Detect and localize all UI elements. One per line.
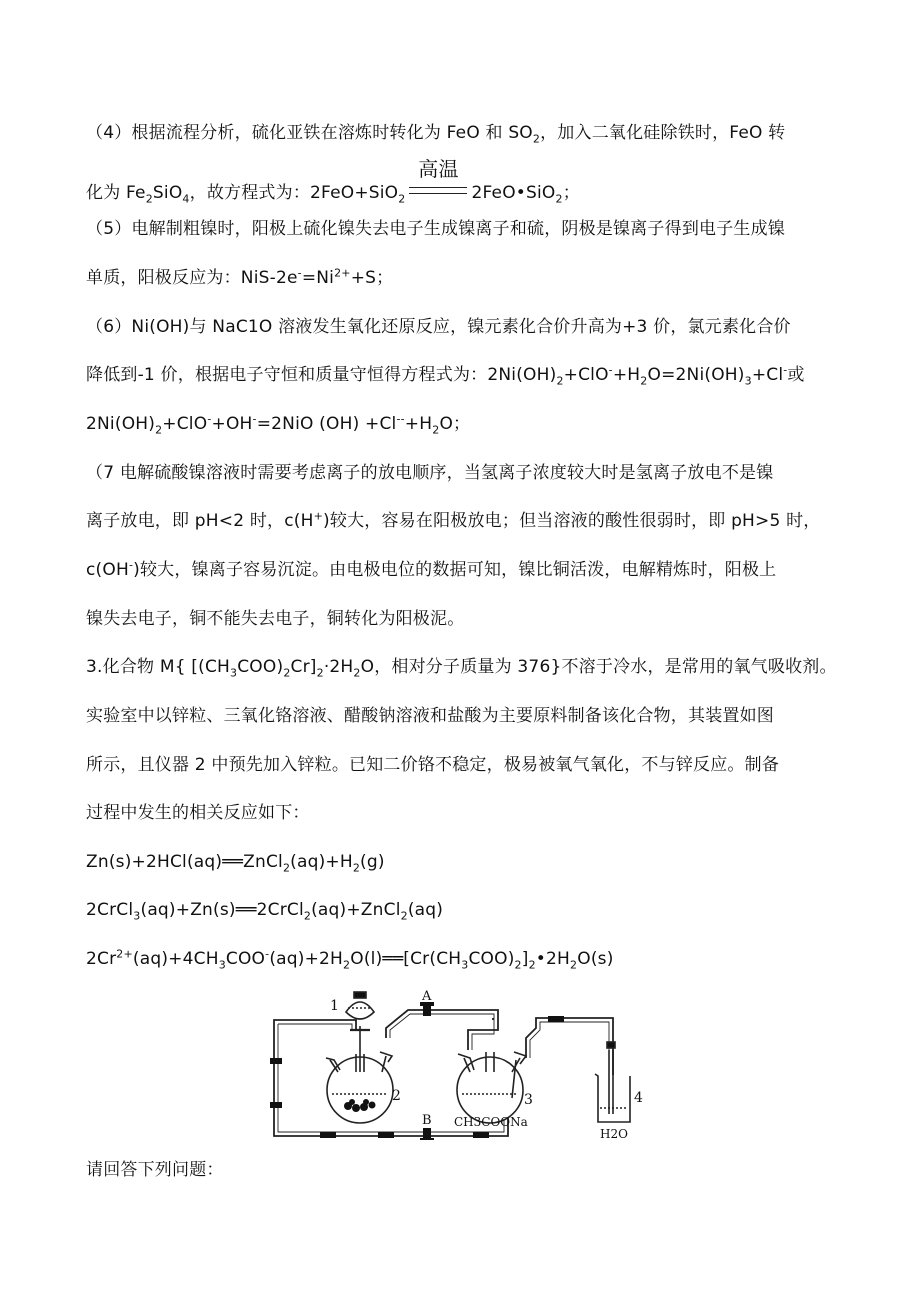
apparatus-diagram <box>268 990 653 1140</box>
text-line: （4）根据流程分析，硫化亚铁在溶炼时转化为 FeO 和 $SO_2$，加入二氧化硅除铁时，FeO 转 <box>86 123 786 146</box>
question-text: 过程中发生的相关反应如下： <box>86 803 310 823</box>
reaction-condition-arrow <box>409 157 467 204</box>
text-line: 镍失去电子，铜不能失去电子，铜转化为阳极泥。 <box>86 609 465 629</box>
question-text: 3.化合物 M{ $[(CH_3COO)_2Cr]_2\cdot 2H_2O$，相对分子质量为 376}不溶于冷水，是常用的氧气吸收剂。 <box>86 657 837 680</box>
label-a: A <box>422 990 432 1004</box>
reaction-condition: 高温 <box>418 157 459 181</box>
text-line: c(OH-)较大，镍离子容易沉淀。由电极电位的数据可知，镍比铜活泼，电解精炼时，阳极上 <box>86 558 777 580</box>
label-3: 3 <box>524 1092 533 1108</box>
reaction-equation: $2Cr^{2+}(aq)+4CH_3COO^-(aq)+2H_2O(l)══[Cr(CH_3COO)_2]_2•2H_2O(s)$ <box>86 947 614 972</box>
reaction-equation: $Zn(s)+2HCl(aq)══ZnCl_2(aq)+H_2(g)$ <box>86 852 385 875</box>
label-4: 4 <box>634 1090 643 1106</box>
text-line: （5）电解制粗镍时，阳极上硫化镍失去电子生成镍离子和硫，阴极是镍离子得到电子生成镍 <box>86 219 786 239</box>
text-line: 离子放电，即 pH<2 时，c(H+)较大，容易在阳极放电；但当溶液的酸性很弱时，即 pH>5 时， <box>86 509 821 531</box>
flask-3 <box>457 1052 526 1123</box>
label-1: 1 <box>330 998 339 1014</box>
reagent-label-4: H2O <box>600 1127 628 1140</box>
stopcock-b <box>420 1128 434 1140</box>
text-line: $2Ni(OH)_2+ClO^-+OH^-=2NiO$ $(OH) +Cl^{--}+H_2O$； <box>86 412 471 437</box>
text-line: 单质，阳极反应为：NiS-$2e^-=Ni^{2+}+S$； <box>86 266 394 288</box>
text-line: 化为 $Fe_2SiO_4$，故方程式为：2FeO+SiO$_2$ 高温 2FeO•SiO$_2$； <box>86 157 580 206</box>
label-b: B <box>422 1113 432 1128</box>
reagent-label-3: CH3COONa <box>454 1115 528 1129</box>
beaker-4 <box>595 1042 630 1122</box>
question-text: 实验室中以锌粒、三氧化铬溶液、醋酸钠溶液和盐酸为主要原料制备该化合物，其装置如图 <box>86 706 774 726</box>
reaction-equation: 2CrCl$_3$(aq)+Zn(s)══2CrCl$_2$(aq)+ZnCl$_2$(aq) <box>86 900 444 923</box>
question-text: 所示，且仪器 2 中预先加入锌粒。已知二价铬不稳定，极易被氧气氧化，不与锌反应。制备 <box>86 755 780 775</box>
closing-text: 请回答下列问题： <box>86 1160 224 1180</box>
text-line: 降低到-1 价，根据电子守恒和质量守恒得方程式为：$2Ni(OH)_2+ClO^-+H_2O=2Ni(OH)_3+Cl^-$或 <box>86 363 805 388</box>
label-2: 2 <box>392 1088 401 1104</box>
text-line: （6）Ni(OH)与 NaC1O 溶液发生氧化还原反应，镍元素化合价升高为+3 价，氯元素化合价 <box>86 317 791 337</box>
text-line: （7 电解硫酸镍溶液时需要考虑离子的放电顺序，当氢离子浓度较大时是氢离子放电不是镍 <box>86 463 774 483</box>
